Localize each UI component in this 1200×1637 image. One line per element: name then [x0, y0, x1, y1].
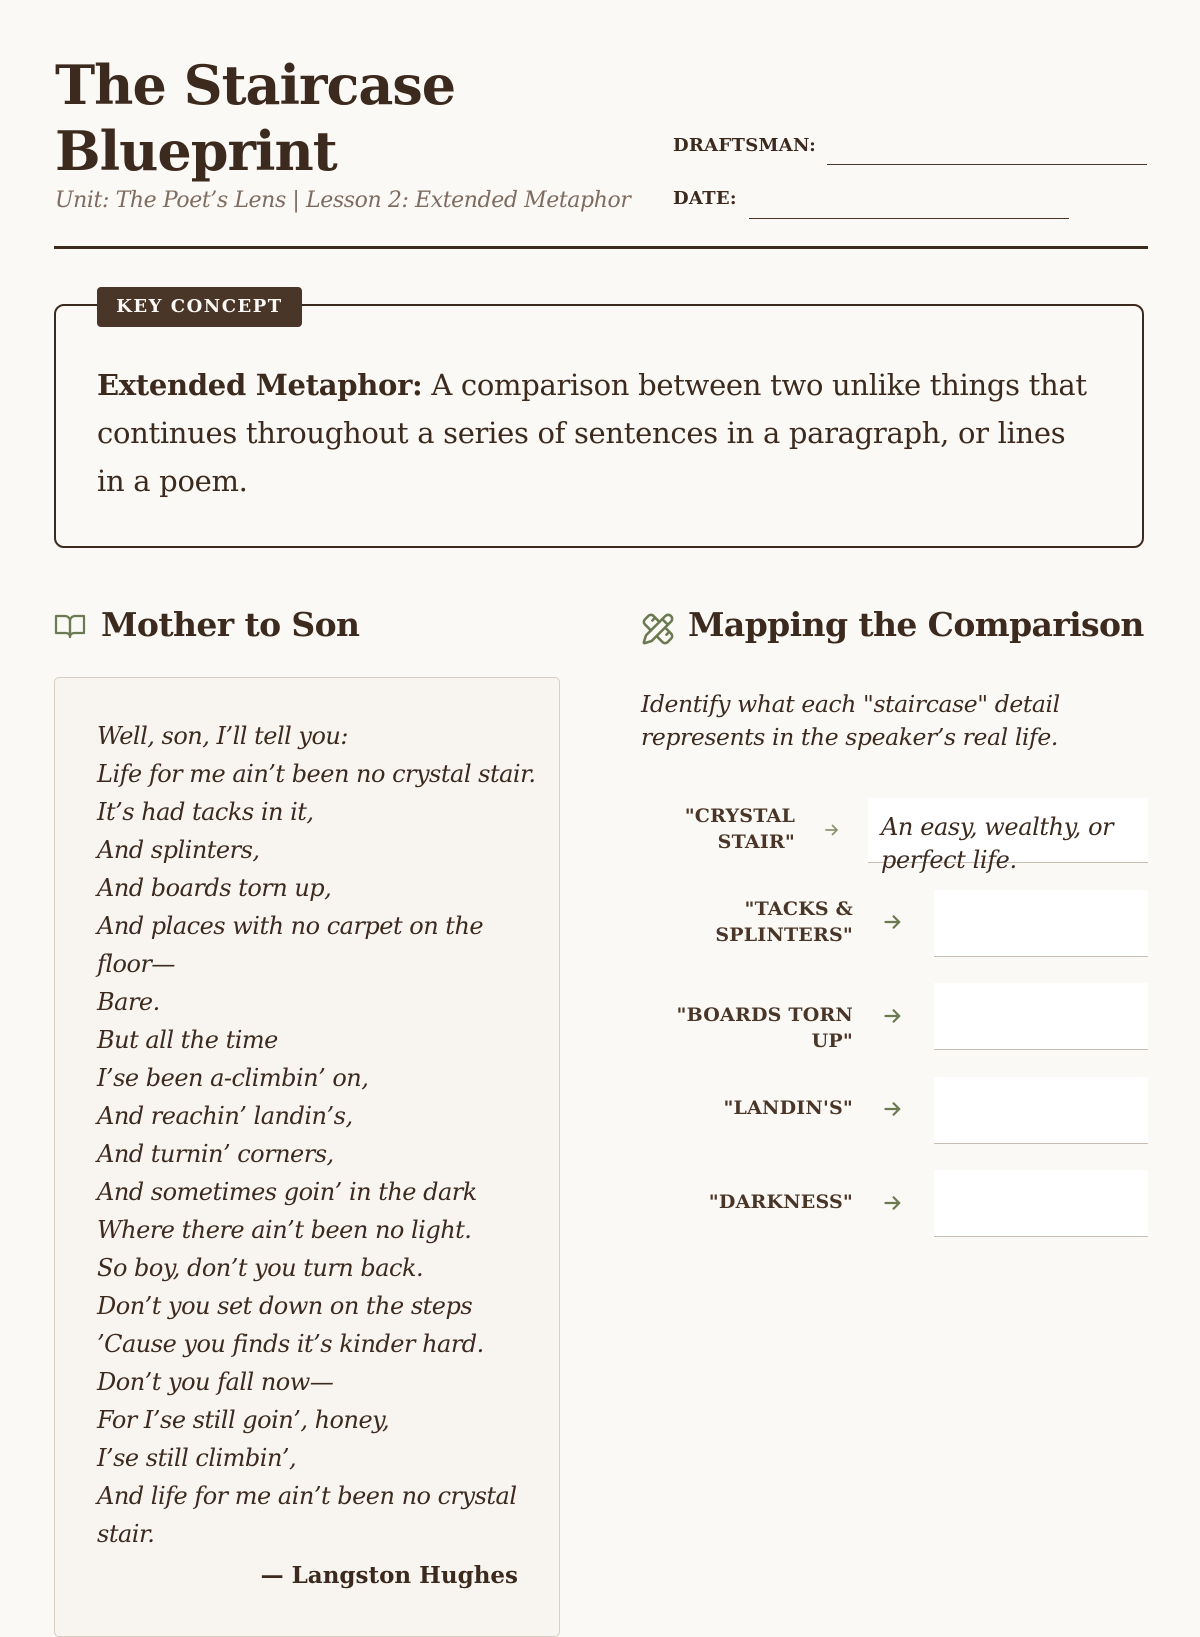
answer-field-darkness[interactable]	[934, 1170, 1148, 1237]
answer-text-crystal-stair: An easy, wealthy, or perfect life.	[881, 813, 1114, 874]
key-concept-tag: KEY CONCEPT	[97, 287, 302, 327]
header-divider	[54, 246, 1148, 249]
poem-line: I’se still climbin’,	[97, 1444, 297, 1472]
poem-line: Where there ain’t been no light.	[97, 1216, 472, 1244]
answer-field-tacks-splinters[interactable]	[934, 890, 1148, 957]
poem-line: And places with no carpet on the	[97, 912, 484, 940]
mapping-heading: Mapping the Comparison	[688, 605, 1144, 644]
poem-line: But all the time	[97, 1026, 278, 1054]
poem-line: It’s had tacks in it,	[97, 798, 314, 826]
map-label-crystal-stair: "CRYSTAL STAIR"	[684, 805, 795, 853]
poem-attribution: — Langston Hughes	[260, 1562, 518, 1589]
poem-line: And reachin’ landin’s,	[97, 1102, 353, 1130]
poem-line: I’se been a-climbin’ on,	[97, 1064, 369, 1092]
date-label: DATE:	[673, 188, 737, 209]
poem-line: Bare.	[97, 988, 160, 1016]
date-field[interactable]	[749, 218, 1069, 219]
poem-line: And sometimes goin’ in the dark	[97, 1178, 477, 1206]
arrow-right-icon	[883, 1099, 903, 1123]
poem-line: For I’se still goin’, honey,	[97, 1406, 390, 1434]
poem-line: So boy, don’t you turn back.	[97, 1254, 424, 1282]
map-label-darkness: "DARKNESS"	[708, 1191, 853, 1213]
poem-line: And splinters,	[97, 836, 260, 864]
poem-line: And boards torn up,	[97, 874, 332, 902]
open-book-icon	[54, 612, 86, 644]
poem-line: Don’t you set down on the steps	[97, 1292, 473, 1320]
arrow-right-icon	[824, 822, 840, 842]
key-concept-text	[97, 361, 1097, 505]
answer-field-boards-torn-up[interactable]	[934, 983, 1148, 1050]
poem-line: stair.	[97, 1520, 155, 1548]
poem-line: And turnin’ corners,	[97, 1140, 334, 1168]
poem-line: ’Cause you finds it’s kinder hard.	[97, 1330, 484, 1358]
poem-line: Life for me ain’t been no crystal stair.	[97, 760, 536, 788]
map-label-landins: "LANDIN'S"	[723, 1097, 853, 1119]
poem-heading: Mother to Son	[101, 605, 360, 644]
draftsman-field[interactable]	[827, 164, 1147, 165]
poem-line: Well, son, I’ll tell you:	[97, 722, 348, 750]
concept-term: Extended Metaphor:	[97, 368, 423, 402]
poem-line: Don’t you fall now—	[97, 1368, 334, 1396]
lesson-subtitle: Unit: The Poet’s Lens | Lesson 2: Extended Metaphor	[55, 188, 631, 213]
pencil-ruler-icon	[641, 612, 675, 650]
draftsman-label: DRAFTSMAN:	[673, 135, 817, 156]
map-label-boards-torn-up: "BOARDS TORN UP"	[676, 1004, 853, 1052]
worksheet-title: The Staircase Blueprint	[55, 53, 456, 183]
arrow-right-icon	[883, 1193, 903, 1217]
mapping-instructions: Identify what each "staircase" detail represents in the speaker’s real life.	[641, 690, 1060, 751]
map-label-tacks-splinters: "TACKS & SPLINTERS"	[715, 898, 853, 946]
arrow-right-icon	[883, 1006, 903, 1030]
poem-line: And life for me ain’t been no crystal	[97, 1482, 517, 1510]
poem-text	[97, 717, 537, 1553]
poem-line: floor—	[97, 950, 175, 978]
concept-definition: A comparison between two unlike things that continues throughout a series of sentences in a paragraph, or lines in a poem.	[97, 368, 1087, 498]
answer-field-landins[interactable]	[934, 1077, 1148, 1144]
arrow-right-icon	[883, 912, 903, 936]
